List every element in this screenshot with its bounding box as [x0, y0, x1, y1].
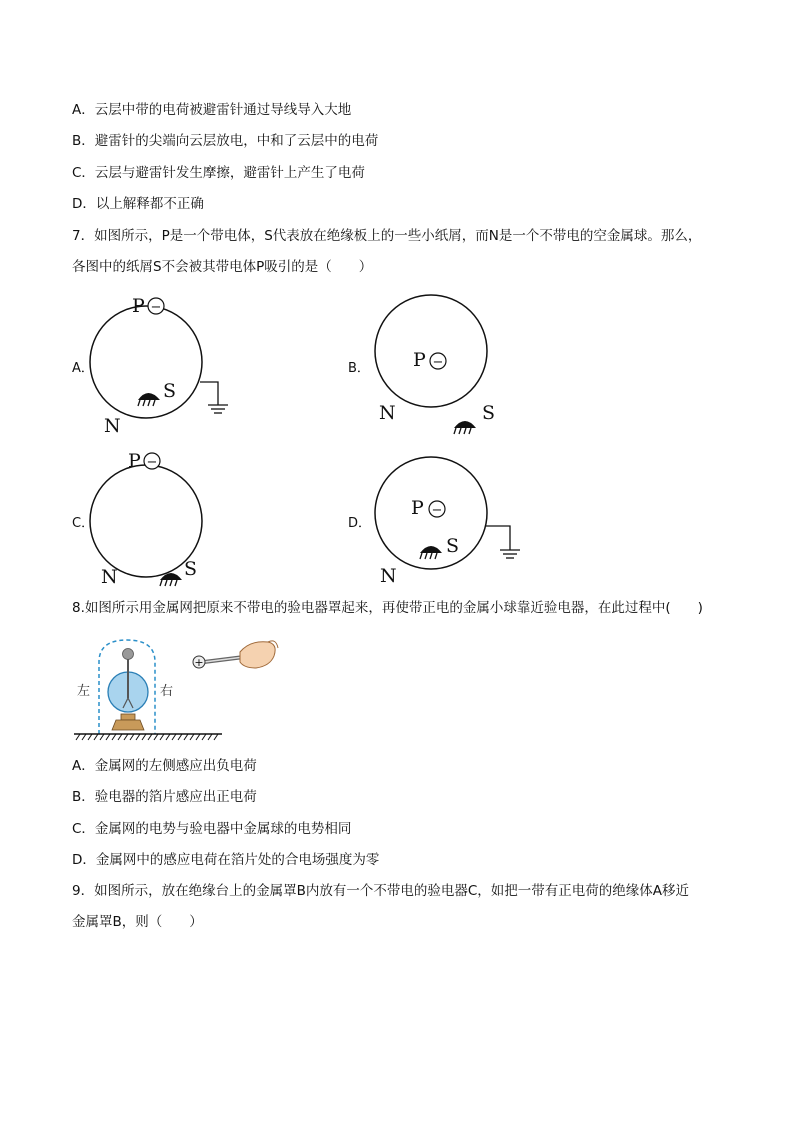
- fig-d-p-label: P: [411, 497, 424, 519]
- q7-stem-line2: 各图中的纸屑S不会被其带电体P吸引的是（ ）: [72, 259, 373, 275]
- figure-a: [90, 290, 250, 440]
- q7-stem-line1: 7．如图所示，P是一个带电体，S代表放在绝缘板上的一些小纸屑，而N是一个不带电的空金属球。那么，: [72, 228, 702, 244]
- fig-c-label: C．: [72, 516, 95, 531]
- q8-option-d: D．金属网中的感应电荷在箔片处的合电场强度为零: [72, 852, 380, 868]
- fig-b-metal-sphere: [375, 295, 487, 407]
- figure-d: [370, 454, 540, 594]
- electroscope-icon: [108, 649, 148, 731]
- fig-b-label: B．: [348, 361, 370, 376]
- fig-a-label: A．: [72, 361, 94, 376]
- fig-c-s-label: S: [184, 558, 198, 580]
- figure-b: [370, 292, 530, 442]
- q6-option-b: B．避雷针的尖端向云层放电，中和了云层中的电荷: [72, 133, 379, 149]
- fig-a-p-label: P: [132, 295, 145, 317]
- fig-d-s-label: S: [446, 535, 460, 557]
- fig-d-n-label: N: [380, 565, 397, 587]
- q6-option-d: D．以上解释都不正确: [72, 196, 204, 212]
- q8-option-b: B．验电器的箔片感应出正电荷: [72, 789, 257, 805]
- q9-stem-line2: 金属罩B，则（ ）: [72, 914, 203, 930]
- fig-b-n-label: N: [379, 402, 396, 424]
- fig-a-charge-sign: −: [150, 300, 162, 315]
- figure-c: [90, 447, 250, 592]
- fig-d-paper-scraps-icon: [420, 546, 442, 559]
- right-label: 右: [160, 684, 174, 699]
- fig-b-s-label: S: [482, 402, 496, 424]
- fig-a-paper-scraps-icon: [138, 393, 160, 406]
- fig-c-charge-sign: −: [146, 455, 158, 470]
- q6-option-a: A．云层中带的电荷被避雷针通过导线导入大地: [72, 102, 352, 118]
- q8-stem: 8.如图所示用金属网把原来不带电的验电器罩起来，再使带正电的金属小球靠近验电器，在此过程中( ): [72, 600, 703, 616]
- fig-b-charge-sign: −: [432, 355, 444, 370]
- q8-option-c: C．金属网的电势与验电器中金属球的电势相同: [72, 821, 352, 837]
- figure-q8-electroscope: [72, 634, 282, 746]
- fig-c-n-label: N: [101, 566, 118, 588]
- ground-hatching: [74, 734, 222, 740]
- fig-d-label: D．: [348, 516, 372, 531]
- fig-d-charge-sign: −: [431, 503, 443, 518]
- fig-a-s-label: S: [163, 380, 177, 402]
- q6-option-c: C．云层与避雷针发生摩擦，避雷针上产生了电荷: [72, 165, 365, 181]
- hand-icon: [240, 641, 278, 668]
- fig-a-ground-icon: [200, 382, 228, 413]
- fig-c-p-label: P: [128, 450, 141, 472]
- fig-a-metal-sphere: [90, 306, 202, 418]
- q9-stem-line1: 9．如图所示，放在绝缘台上的金属罩B内放有一个不带电的验电器C，如把一带有正电荷的绝缘体A移近: [72, 883, 690, 899]
- ball-charge-sign: +: [194, 656, 204, 669]
- q8-option-a: A．金属网的左侧感应出负电荷: [72, 758, 257, 774]
- fig-b-paper-scraps-icon: [454, 421, 476, 434]
- fig-a-n-label: N: [104, 415, 121, 437]
- fig-b-p-label: P: [413, 349, 426, 371]
- left-label: 左: [77, 684, 91, 699]
- fig-d-ground-icon: [485, 526, 520, 558]
